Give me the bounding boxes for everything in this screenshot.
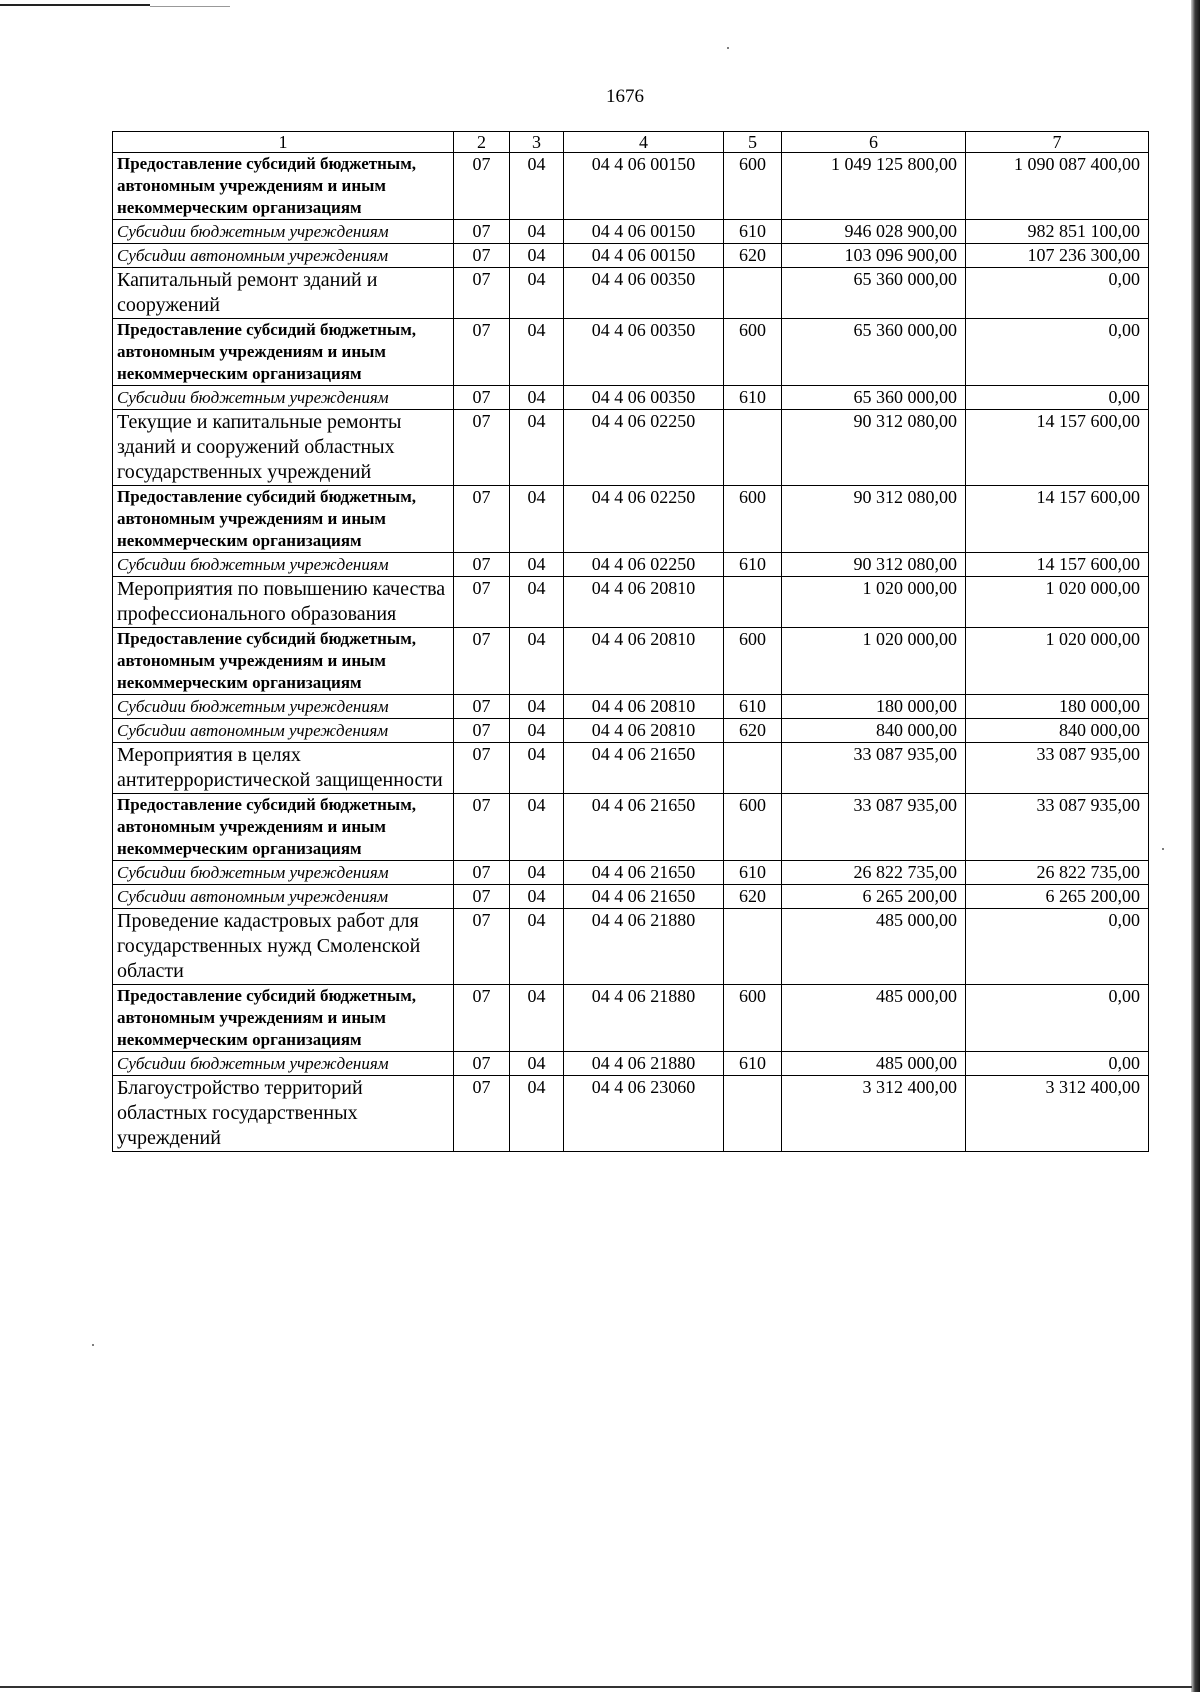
table-row	[113, 486, 1149, 553]
scan-artifact-bottom-line	[0, 1686, 1192, 1688]
expense-name-cell: Благоустройство территорий областных государственных учреждений	[113, 1076, 454, 1152]
expense-type-cell	[724, 410, 782, 486]
subsection-code-cell: 04	[510, 909, 564, 985]
table-row	[113, 909, 1149, 985]
column-numbers-row	[113, 132, 1149, 153]
expense-name-cell: Предоставление субсидий бюджетным, автономным учреждениям и иным некоммерческим организациям	[113, 794, 454, 861]
table-row	[113, 268, 1149, 319]
subsection-code-cell: 04	[510, 319, 564, 386]
section-code-cell: 07	[454, 553, 510, 577]
section-code-cell: 07	[454, 719, 510, 743]
target-article-cell: 04 4 06 21880	[564, 985, 724, 1052]
target-article-cell: 04 4 06 21650	[564, 861, 724, 885]
budget-table	[112, 131, 1149, 1152]
expense-name-cell: Мероприятия в целях антитеррористической защищенности	[113, 743, 454, 794]
column-number: 2	[454, 132, 510, 153]
amount-year2-cell: 1 020 000,00	[966, 628, 1149, 695]
section-code-cell: 07	[454, 1052, 510, 1076]
section-code-cell: 07	[454, 1076, 510, 1152]
amount-year1-cell: 33 087 935,00	[782, 743, 966, 794]
expense-name-cell: Субсидии бюджетным учреждениям	[113, 695, 454, 719]
expense-name-cell: Капитальный ремонт зданий и сооружений	[113, 268, 454, 319]
amount-year1-cell: 26 822 735,00	[782, 861, 966, 885]
expense-type-cell	[724, 268, 782, 319]
table-row	[113, 861, 1149, 885]
amount-year1-cell: 1 020 000,00	[782, 628, 966, 695]
table-row	[113, 794, 1149, 861]
amount-year1-cell: 65 360 000,00	[782, 319, 966, 386]
expense-name-cell: Субсидии бюджетным учреждениям	[113, 861, 454, 885]
amount-year1-cell: 3 312 400,00	[782, 1076, 966, 1152]
table-row	[113, 985, 1149, 1052]
expense-name-cell: Субсидии автономным учреждениям	[113, 719, 454, 743]
table-row	[113, 885, 1149, 909]
amount-year1-cell: 33 087 935,00	[782, 794, 966, 861]
table-row	[113, 220, 1149, 244]
expense-name-cell: Субсидии бюджетным учреждениям	[113, 220, 454, 244]
table-row	[113, 153, 1149, 220]
target-article-cell: 04 4 06 20810	[564, 577, 724, 628]
scan-artifact-top-line-faint	[150, 6, 230, 7]
target-article-cell: 04 4 06 00350	[564, 319, 724, 386]
amount-year2-cell: 14 157 600,00	[966, 486, 1149, 553]
target-article-cell: 04 4 06 02250	[564, 553, 724, 577]
amount-year2-cell: 33 087 935,00	[966, 743, 1149, 794]
table-row	[113, 319, 1149, 386]
target-article-cell: 04 4 06 00150	[564, 153, 724, 220]
amount-year1-cell: 840 000,00	[782, 719, 966, 743]
target-article-cell: 04 4 06 02250	[564, 486, 724, 553]
amount-year1-cell: 6 265 200,00	[782, 885, 966, 909]
subsection-code-cell: 04	[510, 861, 564, 885]
expense-name-cell: Проведение кадастровых работ для государственных нужд Смоленской области	[113, 909, 454, 985]
scan-artifact-right-edge	[1191, 0, 1200, 1692]
table-row	[113, 719, 1149, 743]
expense-name-cell: Предоставление субсидий бюджетным, автономным учреждениям и иным некоммерческим организациям	[113, 985, 454, 1052]
section-code-cell: 07	[454, 244, 510, 268]
column-number: 5	[724, 132, 782, 153]
amount-year2-cell: 14 157 600,00	[966, 410, 1149, 486]
target-article-cell: 04 4 06 20810	[564, 695, 724, 719]
expense-name-cell: Предоставление субсидий бюджетным, автономным учреждениям и иным некоммерческим организациям	[113, 628, 454, 695]
budget-table-body	[113, 132, 1149, 1152]
target-article-cell: 04 4 06 20810	[564, 628, 724, 695]
page-number: 1676	[606, 86, 644, 107]
amount-year2-cell: 0,00	[966, 268, 1149, 319]
subsection-code-cell: 04	[510, 695, 564, 719]
expense-name-cell: Предоставление субсидий бюджетным, автономным учреждениям и иным некоммерческим организациям	[113, 319, 454, 386]
expense-type-cell: 610	[724, 220, 782, 244]
subsection-code-cell: 04	[510, 577, 564, 628]
table-row	[113, 244, 1149, 268]
expense-type-cell: 620	[724, 719, 782, 743]
target-article-cell: 04 4 06 23060	[564, 1076, 724, 1152]
subsection-code-cell: 04	[510, 486, 564, 553]
amount-year2-cell: 0,00	[966, 985, 1149, 1052]
section-code-cell: 07	[454, 695, 510, 719]
subsection-code-cell: 04	[510, 719, 564, 743]
table-row	[113, 386, 1149, 410]
target-article-cell: 04 4 06 00150	[564, 244, 724, 268]
expense-name-cell: Субсидии бюджетным учреждениям	[113, 1052, 454, 1076]
section-code-cell: 07	[454, 985, 510, 1052]
expense-type-cell	[724, 1076, 782, 1152]
subsection-code-cell: 04	[510, 410, 564, 486]
subsection-code-cell: 04	[510, 268, 564, 319]
table-row	[113, 743, 1149, 794]
table-row	[113, 695, 1149, 719]
amount-year1-cell: 1 020 000,00	[782, 577, 966, 628]
amount-year2-cell: 840 000,00	[966, 719, 1149, 743]
subsection-code-cell: 04	[510, 1052, 564, 1076]
target-article-cell: 04 4 06 02250	[564, 410, 724, 486]
expense-name-cell: Предоставление субсидий бюджетным, автономным учреждениям и иным некоммерческим организациям	[113, 486, 454, 553]
expense-type-cell: 610	[724, 695, 782, 719]
amount-year2-cell: 180 000,00	[966, 695, 1149, 719]
target-article-cell: 04 4 06 21880	[564, 909, 724, 985]
amount-year2-cell: 0,00	[966, 1052, 1149, 1076]
amount-year1-cell: 90 312 080,00	[782, 486, 966, 553]
expense-type-cell: 610	[724, 861, 782, 885]
expense-type-cell: 600	[724, 153, 782, 220]
expense-type-cell: 610	[724, 553, 782, 577]
target-article-cell: 04 4 06 21650	[564, 794, 724, 861]
scan-speck	[1162, 848, 1164, 850]
target-article-cell: 04 4 06 00150	[564, 220, 724, 244]
expense-type-cell	[724, 743, 782, 794]
target-article-cell: 04 4 06 00350	[564, 268, 724, 319]
column-number: 6	[782, 132, 966, 153]
section-code-cell: 07	[454, 268, 510, 319]
scan-speck	[92, 1344, 94, 1346]
amount-year1-cell: 485 000,00	[782, 985, 966, 1052]
table-row	[113, 628, 1149, 695]
section-code-cell: 07	[454, 909, 510, 985]
amount-year2-cell: 0,00	[966, 386, 1149, 410]
target-article-cell: 04 4 06 21650	[564, 885, 724, 909]
expense-name-cell: Субсидии бюджетным учреждениям	[113, 386, 454, 410]
expense-type-cell	[724, 577, 782, 628]
amount-year1-cell: 485 000,00	[782, 909, 966, 985]
section-code-cell: 07	[454, 794, 510, 861]
expense-name-cell: Субсидии автономным учреждениям	[113, 244, 454, 268]
target-article-cell: 04 4 06 00350	[564, 386, 724, 410]
expense-type-cell	[724, 909, 782, 985]
subsection-code-cell: 04	[510, 220, 564, 244]
target-article-cell: 04 4 06 21880	[564, 1052, 724, 1076]
expense-type-cell: 600	[724, 628, 782, 695]
subsection-code-cell: 04	[510, 885, 564, 909]
section-code-cell: 07	[454, 628, 510, 695]
subsection-code-cell: 04	[510, 1076, 564, 1152]
amount-year1-cell: 1 049 125 800,00	[782, 153, 966, 220]
section-code-cell: 07	[454, 410, 510, 486]
expense-type-cell: 600	[724, 486, 782, 553]
expense-name-cell: Субсидии автономным учреждениям	[113, 885, 454, 909]
section-code-cell: 07	[454, 885, 510, 909]
section-code-cell: 07	[454, 153, 510, 220]
subsection-code-cell: 04	[510, 153, 564, 220]
expense-name-cell: Предоставление субсидий бюджетным, автономным учреждениям и иным некоммерческим организациям	[113, 153, 454, 220]
amount-year2-cell: 6 265 200,00	[966, 885, 1149, 909]
expense-type-cell: 600	[724, 319, 782, 386]
column-number: 7	[966, 132, 1149, 153]
amount-year2-cell: 0,00	[966, 319, 1149, 386]
expense-type-cell: 600	[724, 985, 782, 1052]
amount-year1-cell: 65 360 000,00	[782, 268, 966, 319]
expense-name-cell: Мероприятия по повышению качества профессионального образования	[113, 577, 454, 628]
amount-year1-cell: 90 312 080,00	[782, 410, 966, 486]
amount-year2-cell: 0,00	[966, 909, 1149, 985]
amount-year2-cell: 33 087 935,00	[966, 794, 1149, 861]
expense-type-cell: 620	[724, 885, 782, 909]
amount-year2-cell: 26 822 735,00	[966, 861, 1149, 885]
amount-year1-cell: 103 096 900,00	[782, 244, 966, 268]
amount-year2-cell: 14 157 600,00	[966, 553, 1149, 577]
amount-year1-cell: 180 000,00	[782, 695, 966, 719]
amount-year1-cell: 65 360 000,00	[782, 386, 966, 410]
amount-year2-cell: 1 090 087 400,00	[966, 153, 1149, 220]
subsection-code-cell: 04	[510, 985, 564, 1052]
subsection-code-cell: 04	[510, 386, 564, 410]
target-article-cell: 04 4 06 20810	[564, 719, 724, 743]
target-article-cell: 04 4 06 21650	[564, 743, 724, 794]
section-code-cell: 07	[454, 577, 510, 628]
amount-year2-cell: 107 236 300,00	[966, 244, 1149, 268]
scan-speck	[727, 47, 729, 49]
table-row	[113, 577, 1149, 628]
amount-year1-cell: 485 000,00	[782, 1052, 966, 1076]
subsection-code-cell: 04	[510, 743, 564, 794]
expense-type-cell: 610	[724, 1052, 782, 1076]
expense-type-cell: 620	[724, 244, 782, 268]
subsection-code-cell: 04	[510, 553, 564, 577]
amount-year1-cell: 946 028 900,00	[782, 220, 966, 244]
amount-year1-cell: 90 312 080,00	[782, 553, 966, 577]
section-code-cell: 07	[454, 486, 510, 553]
subsection-code-cell: 04	[510, 628, 564, 695]
amount-year2-cell: 1 020 000,00	[966, 577, 1149, 628]
expense-type-cell: 610	[724, 386, 782, 410]
table-row	[113, 553, 1149, 577]
subsection-code-cell: 04	[510, 244, 564, 268]
table-row	[113, 410, 1149, 486]
section-code-cell: 07	[454, 319, 510, 386]
subsection-code-cell: 04	[510, 794, 564, 861]
expense-type-cell: 600	[724, 794, 782, 861]
section-code-cell: 07	[454, 220, 510, 244]
expense-name-cell: Текущие и капитальные ремонты зданий и сооружений областных государственных учреждений	[113, 410, 454, 486]
section-code-cell: 07	[454, 743, 510, 794]
expense-name-cell: Субсидии бюджетным учреждениям	[113, 553, 454, 577]
amount-year2-cell: 982 851 100,00	[966, 220, 1149, 244]
column-number: 1	[113, 132, 454, 153]
section-code-cell: 07	[454, 386, 510, 410]
column-number: 4	[564, 132, 724, 153]
table-row	[113, 1052, 1149, 1076]
scan-artifact-top-line	[0, 4, 150, 6]
amount-year2-cell: 3 312 400,00	[966, 1076, 1149, 1152]
table-row	[113, 1076, 1149, 1152]
section-code-cell: 07	[454, 861, 510, 885]
column-number: 3	[510, 132, 564, 153]
